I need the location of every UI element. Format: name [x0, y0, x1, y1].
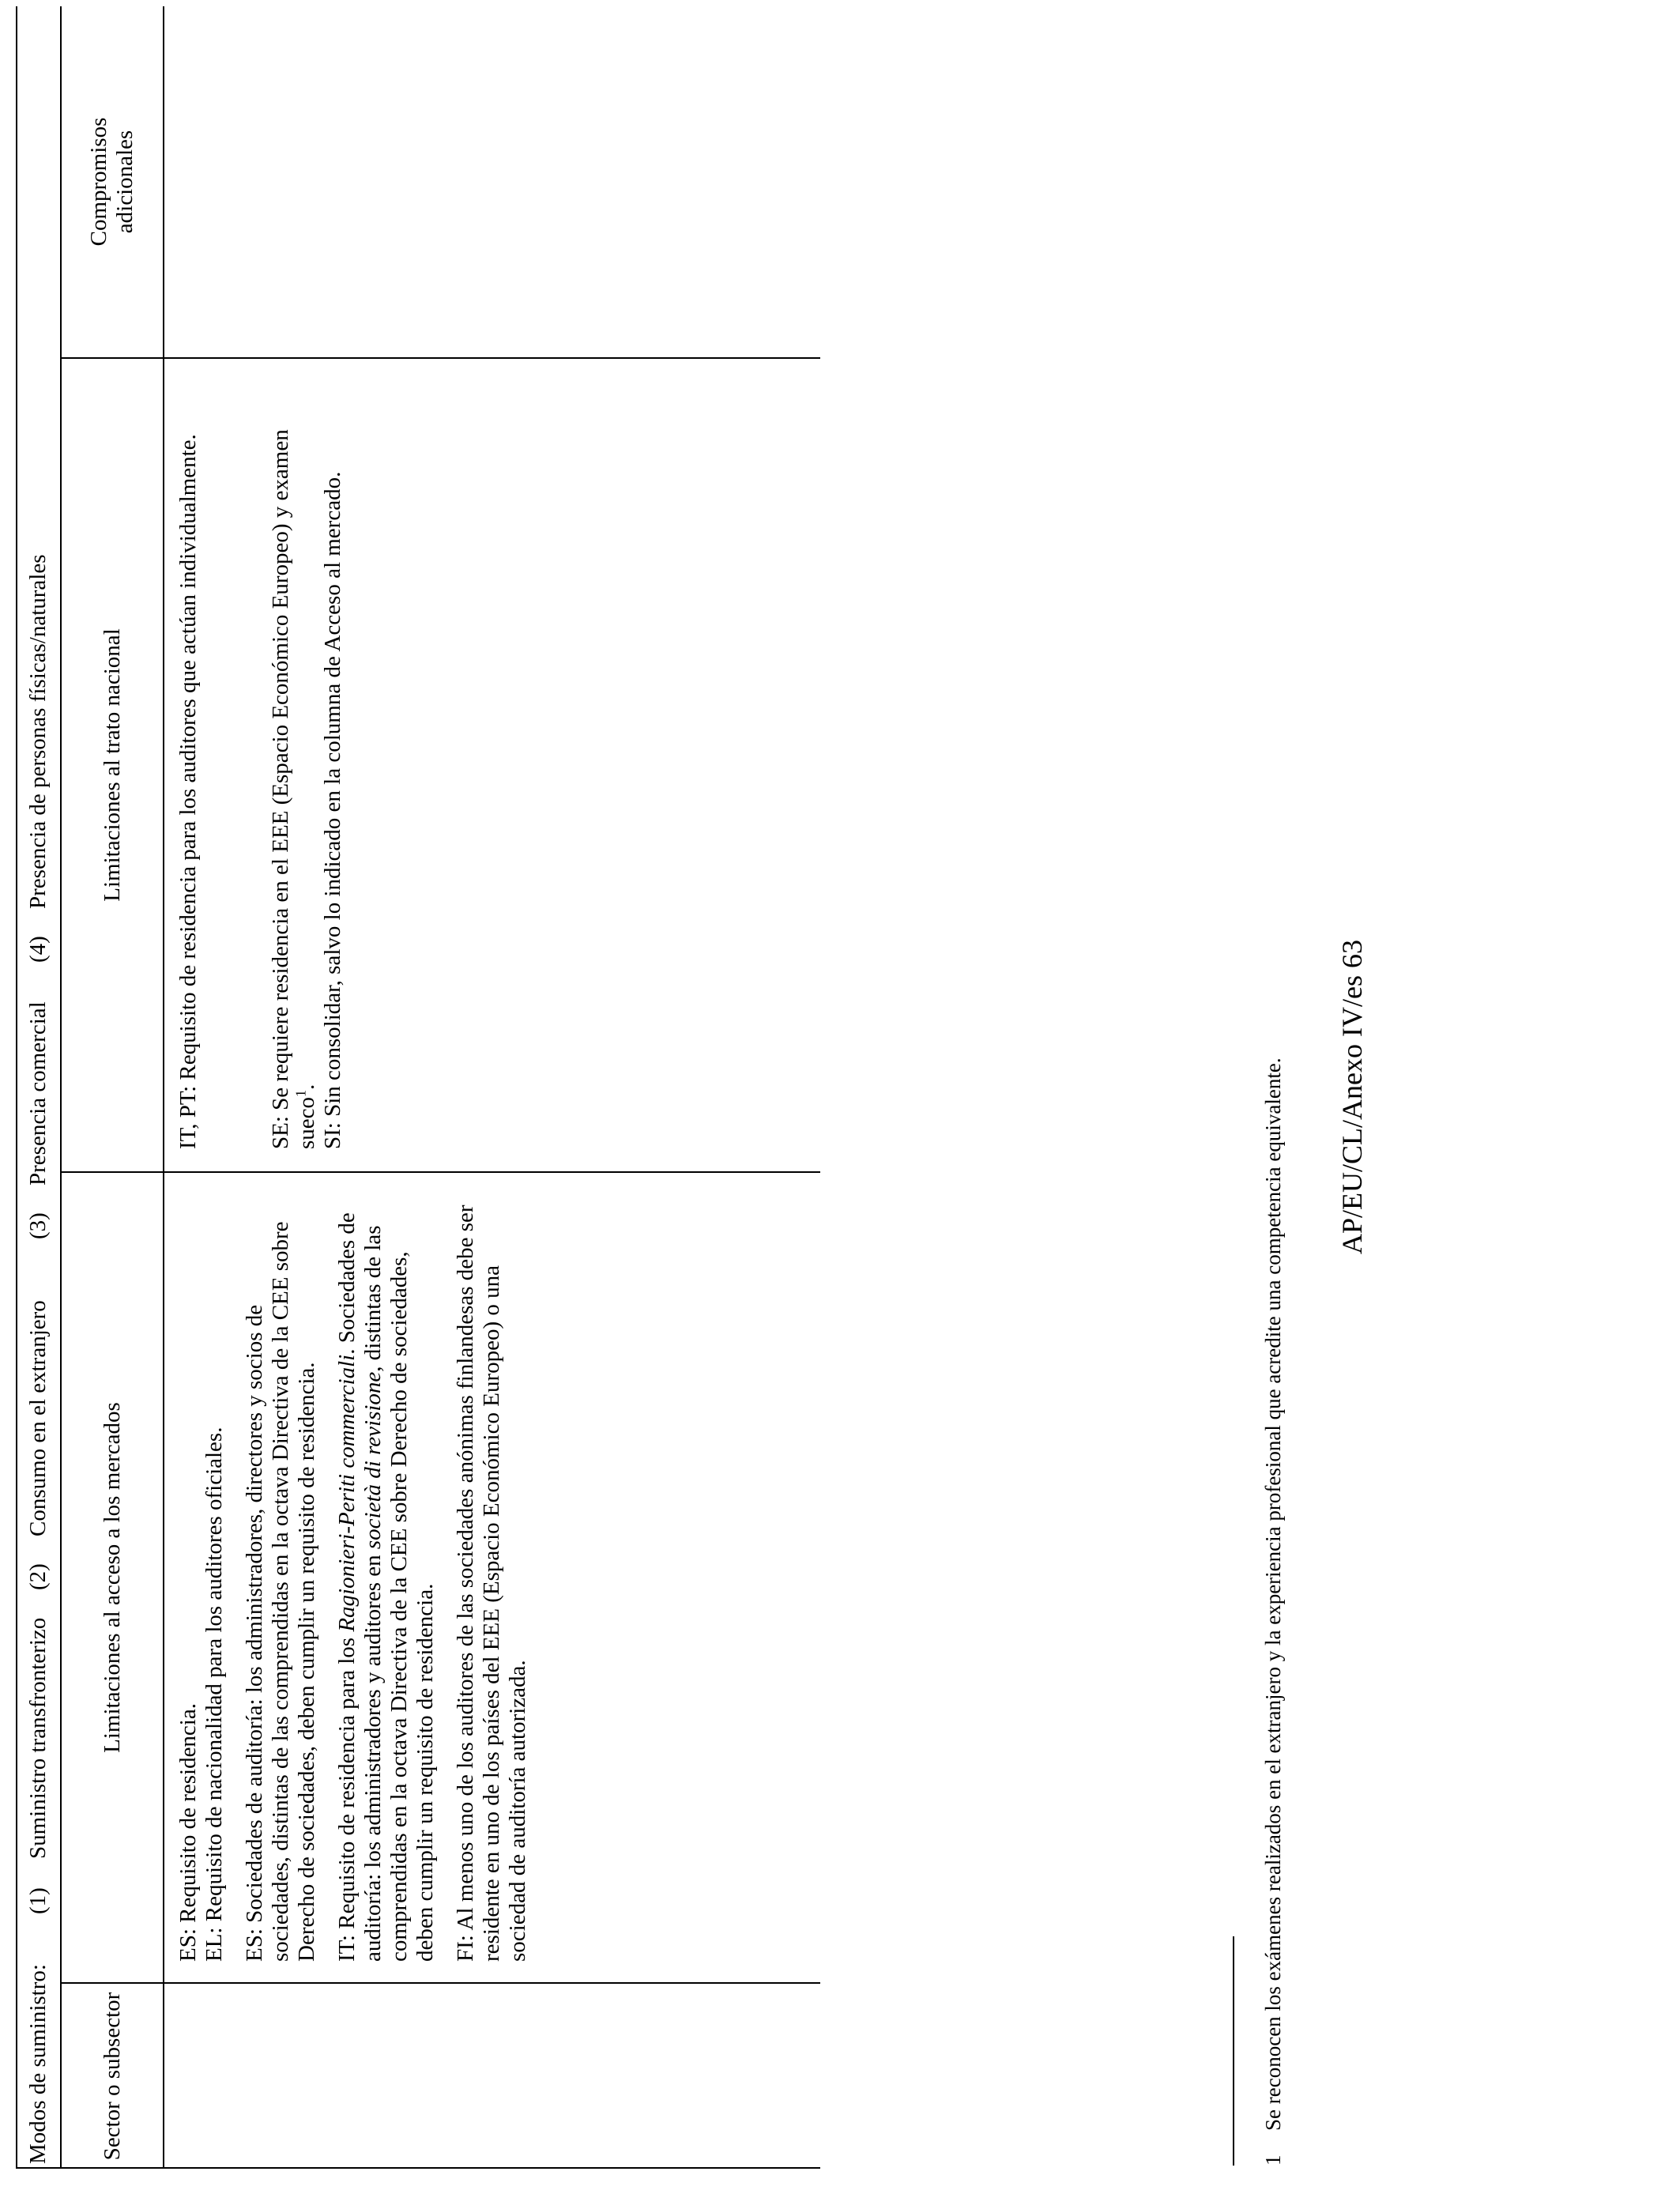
mode1-number: (1)	[25, 1887, 51, 1914]
mode4-number: (4)	[25, 936, 51, 963]
mode3-label: Presencia comercial	[25, 1001, 51, 1186]
national-treatment-se: SE: Se requiere residencia en el EEE (Espacio Económico Europeo) y examen sueco$^1$.	[268, 429, 319, 1149]
market-access-es-audit-firms: ES: Sociedades de auditoría: los administradores, directores y socios de sociedades, distintas de las comprendidas en la octava Directiva de la CEE sobre Derecho de sociedades, deben cumplir un requisito de residencia.	[242, 1221, 319, 1962]
national-treatment-si: SI: Sin consolidar, salvo lo indicado en la columna de Acceso al mercado.	[320, 471, 345, 1149]
footnote-number: 1	[1261, 2154, 1285, 2166]
header-market-access: Limitaciones al acceso a los mercados	[99, 1402, 125, 1753]
content-row	[163, 6, 820, 2169]
header-sector: Sector o subsector	[99, 1992, 125, 2161]
column-header-row	[60, 6, 163, 2169]
national-treatment-cell	[175, 383, 360, 1149]
header-national-treatment: Limitaciones al trato nacional	[99, 628, 125, 902]
divider-2-body	[164, 1171, 820, 1173]
modes-of-supply-row	[16, 6, 60, 2169]
header-additional-commitments: Compromisos adicionales	[86, 117, 137, 247]
market-access-cell	[175, 1195, 545, 1962]
divider-1	[62, 1982, 163, 1984]
mode2-number: (2)	[25, 1563, 51, 1590]
divider-3	[62, 357, 163, 359]
footnote-separator	[1233, 1936, 1234, 2166]
left-border-body	[164, 2167, 820, 2169]
divider-1-body	[164, 1982, 820, 1984]
market-access-el: EL: Requisito de nacionalidad para los auditores oficiales.	[202, 1427, 227, 1962]
footnote-text: Se reconocen los exámenes realizados en el extranjero y la experiencia profesional que acredite una competencia equivalente.	[1261, 1057, 1285, 2131]
market-access-fi: FI: Al menos uno de los auditores de las sociedades anónimas finlandesas debe ser residente en uno de los países del EEE (Espacio Económico Europeo) o una sociedad de auditoría autorizada.	[453, 1204, 530, 1962]
market-access-es-residence: ES: Requisito de residencia.	[175, 1703, 201, 1962]
national-treatment-it-pt: IT, PT: Requisito de residencia para los auditores que actúan individualmente.	[175, 434, 201, 1149]
modes-label: Modos de suministro:	[25, 1964, 51, 2164]
market-access-it: IT: Requisito de residencia para los Ragionieri-Periti commerciali. Sociedades de auditoría: los administradores y auditores en società di revisione, distintas de las comprendidas en la octava Directiva de la CEE sobre Derecho de sociedades, deben cumplir un requisito de residencia.	[334, 1212, 438, 1962]
page-identifier: AP/EU/CL/Anexo IV/es 63	[1336, 940, 1368, 1254]
divider-3-body	[164, 357, 820, 359]
schedule-table	[16, 6, 820, 2169]
divider-2	[62, 1171, 163, 1173]
mode1-label: Suministro transfronterizo	[25, 1617, 51, 1859]
footnote-ref: 1	[292, 1089, 309, 1097]
mode2-label: Consumo en el extranjero	[25, 1300, 51, 1536]
mode4-label: Presencia de personas físicas/naturales	[25, 554, 51, 909]
footnote	[1261, 32, 1286, 2166]
mode3-number: (3)	[25, 1212, 51, 1239]
